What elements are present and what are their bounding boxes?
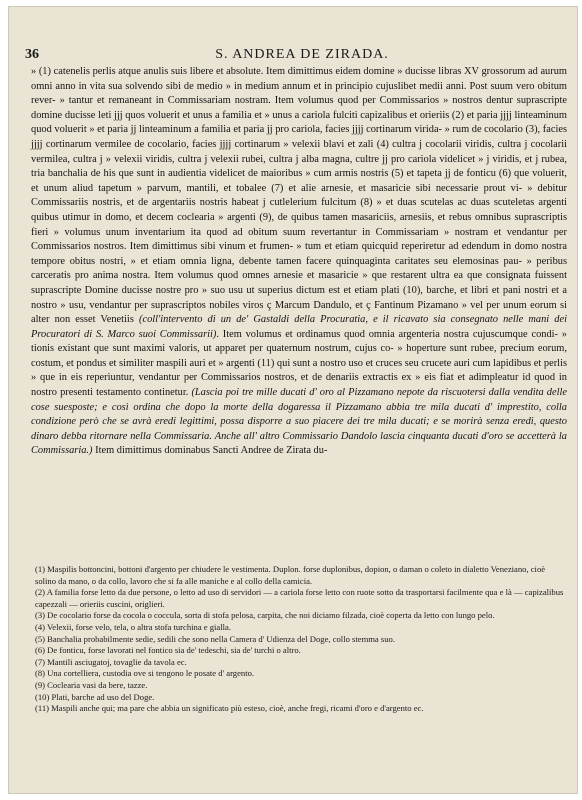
footnote: (7) Mantili asciugatoj, tovaglie da tavola ec. (35, 656, 187, 667)
footnote: (10) Plati, barche ad uso del Doge. (35, 691, 155, 702)
main-text (31, 65, 567, 459)
latin-text-continued: . Item volumus et ordinamus quod omnia argenteria nostra cujuscumque condi- » tionis existant que sunt maximi valoris, ut apparet per quaternum nostrum, cujus co- » hoperture sunt rubee, precium eorum, costum, et pondus et similiter maspili auri et » argenti (11) qui sunt a nostro uso et cruces seu crucete auri cum lapidibus et perlis » que in eis reperiuntur, vendantur per Commissarios nostros, et de denariis extractis ex » eis fiat et adimpleatur id quod in nostro presenti testamento continetur. (31, 328, 567, 399)
footnote: (6) De fonticu, forse lavorati nel fontico sia de' tedeschi, sia de' turchi o altro. (35, 645, 301, 656)
footnote: (4) Velexii, forse velo, tela, o altra stofa turchina e gialla. (35, 621, 231, 632)
footnote: (3) De cocolario forse da cocola o coccula, sorta di stofa pelosa, carpita, che noi diciamo filzada, cioè coperta da letto con lungo pelo. (35, 610, 495, 621)
italian-note-1: (coll'intervento di un de' Gastaldi della Procuratia, e il ricavato sia consegnato nelle mani dei Procuratori di S. Marco suoi Commissarii) (31, 314, 567, 340)
latin-text-end: Item dimittimus dominabus Sancti Andree de Zirata du- (95, 445, 328, 457)
footnote: (8) Una cortelliera, custodia ove si tengono le posate d' argento. (35, 668, 255, 679)
latin-text: » (1) catenelis perlis atque anulis suis libere et absolute. Item dimittimus eidem domine » ducisse libras XV grossorum ad aurum omni anno in vita sua solvendo sibi de medio » in medium annum et in principio cujuslibet medii anni. Post suum vero obitum rever- » tantur et remaneant in Commissariam nostram. Item volumus quod per Commissarios » nostros dentur suprascripte domine ducisse leti jjj quos voluerit et unus a familia et » unus a cariola fulciti capizalibus et orieriis (2) et paria jjjj linteaminum quod voluerit » et paria jj linteaminum a familia et paria jj pro cariola, facies jjjj cortinarum virida- » rum de cocolario (3), facies jjjj cortinarum vermilee de cocolario, facies jjjj cortinarum » velexii blavi et zali (4) cultra j cocolarii viridis, cultra j cocolarii vermilea, cultra j » velexii viridis, cultra j velexii rubei, cultra j alba magna, cultre jj pro cariola videlicet » j viridis, et j rubea, tria banchalia de his que sunt in audientia videlicet de maioribus » cum armis nostris (5) et tapeta jj de fonticu (6) que voluerit, et unum aliud tapetum » parvum, mantili, et tobalee (7) et alie arnesie, et masaricie sibi necessarie prout vi- » debitur Commissariis nostris, et de argentariis nostris habeat j cutlelerium fulcitum (8) » et duas scutelas ac duas scuteletas argenti quibus utimur in domo, et decem coclearia » argenti (9), de quibus tamen masariciis, arnesiis, et rebus omnibus suprascriptis fieri » volumus unum inventarium ita quod ad obitum suum revertantur in Commissariam » nostram et vendantur per Commissarios nostros. Item dimittimus sibi vinum et frumen- » tum et etiam quicquid reperiretur ad edendum in domo nostra tempore obitus nostri, » et etiam omnia ligna, debente tamen facere quinquaginta caritates seu elemosinas pau- » peribus carceratis pro anima nostra. Item volumus quod omnes arnesie et masaricie » que restarent ultra ea que consignata fuissent suprascripte Domine ducisse nostre pro » suo usu ut superius dictum est et etiam plati (10), barche, et libri et pani nostri et a nostro » usu, vendantur per suprascriptos nobiles viros ç Marcum Dandulo, et ç Fantinum Pizamano » vel per unum eorum si alter non esset Venetiis (31, 66, 567, 326)
footnote: (5) Banchalia probabilmente sedie, sedili che sono nella Camera d' Udienza del Doge, collo stemma suo. (35, 633, 395, 644)
body-paragraph (31, 65, 567, 459)
running-title: S. ANDREA DE ZIRADA. (215, 47, 389, 62)
document-page (8, 6, 578, 794)
page-number: 36 (25, 47, 39, 62)
footnote: (1) Maspilis bottoncini, bottoni d'argento per chiudere le vestimenta. Duplon. forse duplonibus, dopion, o daman o coleto in dialetto Veneziano, cioè solino da mano, o da collo, lavoro che si fa alle maniche e al collo della camicia. (35, 564, 546, 586)
footnote: (9) Coclearia vasi da bere, tazze. (35, 679, 148, 690)
page-header (25, 47, 578, 63)
footnotes (35, 564, 565, 715)
footnote: (2) A familia forse letto da due persone, o letto ad uso di servidori — a cariola forse letto con ruote sotto da trasportarsi facilmente qua e là — capizalibus capezzali — orieriis cuscini, origlieri. (35, 587, 564, 609)
footnote: (11) Maspili anche qui; ma pare che abbia un significato più esteso, cioè, anche fregi, ricami d'oro e d'argento ec. (35, 703, 424, 714)
italian-note-2: (Lascia poi tre mille ducati d' oro al Pizzamano nepote da riscuotersi dalla vendita delle cose suesposte; e così ordina che dopo la morte della dogaressa il Pizzamano abbia tre mila ducati d' imprestito, colla condizione però che se avrà eredi legittimi, possa disporre a suo piacere dei tre mila ducati; e se morirà senza eredi, questo dinaro debba ritornare nella Commissaria. Anche all' altro Commissario Dandolo lascia cinquanta ducati d'oro se accetterà la Commissaria.) (31, 387, 567, 457)
